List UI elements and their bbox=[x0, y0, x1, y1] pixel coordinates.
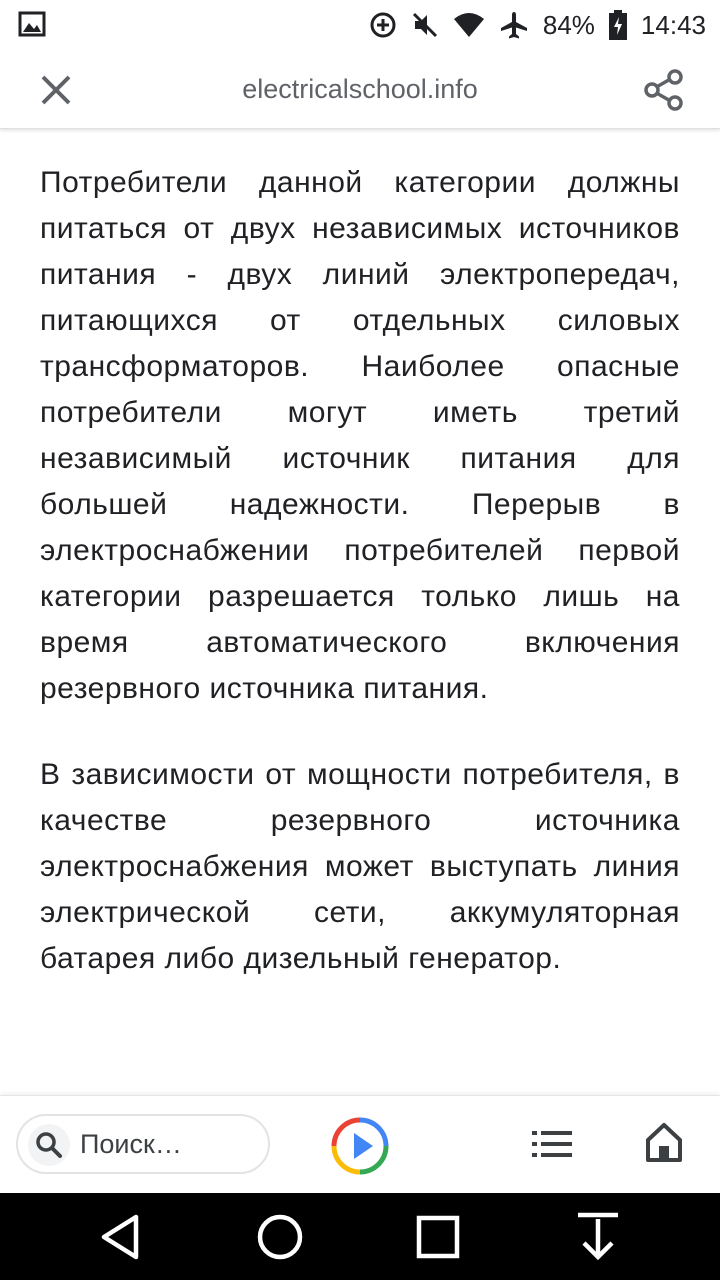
close-icon bbox=[36, 70, 76, 110]
app-bar bbox=[0, 50, 720, 129]
home-nav-button[interactable] bbox=[250, 1207, 310, 1267]
search-input[interactable] bbox=[80, 1116, 260, 1172]
article-paragraph: Потребители данной категории должны питаться от двух независимых источников питания - двух линий электропередач, питающихся от отдельных силовых трансформаторов. Наиболее опасные потребители могут иметь третий независимый источник питания для большей надежности. Перерыв в электроснабжении потребителей первой категории разрешается только лишь на время автоматического включения резервного источника питания. bbox=[40, 166, 680, 705]
page-title: electricalschool.info bbox=[242, 74, 478, 104]
home-circle-icon bbox=[250, 1207, 310, 1267]
wifi-icon bbox=[453, 11, 485, 39]
image-icon bbox=[18, 10, 46, 38]
article-paragraph: В зависимости от мощности потребителя, в качестве резервного источника электроснабжения может выступать линия электрической сети, аккумуляторная батарея либо дизельный генератор. bbox=[40, 758, 680, 975]
play-icon bbox=[330, 1116, 390, 1176]
battery-charging-icon bbox=[609, 10, 627, 40]
home-button[interactable] bbox=[644, 1120, 684, 1164]
list-icon bbox=[530, 1126, 574, 1162]
share-icon bbox=[642, 68, 686, 112]
airplane-icon bbox=[499, 10, 529, 40]
close-button[interactable] bbox=[36, 70, 76, 110]
share-button[interactable] bbox=[642, 68, 686, 112]
recents-icon bbox=[408, 1207, 468, 1267]
back-button[interactable] bbox=[92, 1207, 152, 1267]
article-content bbox=[40, 160, 680, 1090]
download-button[interactable] bbox=[568, 1207, 628, 1267]
play-button[interactable] bbox=[330, 1116, 390, 1176]
battery-percent: 84% bbox=[542, 9, 595, 40]
download-icon bbox=[568, 1207, 628, 1267]
search-icon bbox=[28, 1124, 70, 1166]
clock: 14:43 bbox=[640, 9, 706, 40]
bottom-toolbar bbox=[0, 1095, 720, 1194]
mute-icon bbox=[411, 11, 439, 39]
back-icon bbox=[92, 1207, 152, 1267]
navigation-bar bbox=[0, 1193, 720, 1280]
recents-button[interactable] bbox=[408, 1207, 468, 1267]
search-bar[interactable] bbox=[16, 1114, 270, 1174]
data-saver-icon bbox=[369, 11, 397, 39]
home-icon bbox=[644, 1120, 684, 1164]
list-button[interactable] bbox=[530, 1126, 574, 1162]
status-bar bbox=[0, 0, 720, 50]
